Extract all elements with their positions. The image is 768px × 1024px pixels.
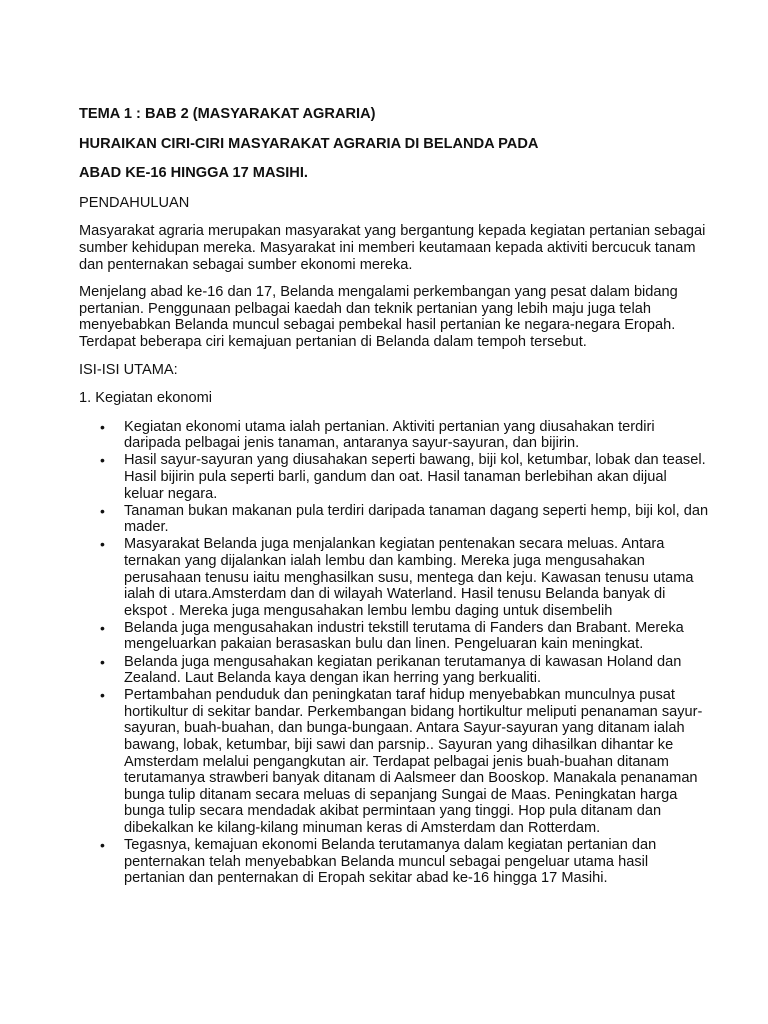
list-item-text: Tegasnya, kemajuan ekonomi Belanda terutamanya dalam kegiatan pertanian dan penternakan telah menyebabkan Belanda muncul sebagai pengeluar utama hasil pertanian dan penternakan di Eropah sekitar abad ke-16 hingga 17 Masihi. [124,837,657,887]
list-item-text: Belanda juga mengusahakan industri tekstill terutama di Fanders dan Brabant. Mereka mengeluarkan pakaian berasaskan bulu dan linen. Pengeluaran kain meningkat. [124,619,684,653]
bullet-icon: • [100,687,105,704]
economic-activities-list [79,419,709,887]
bullet-icon: • [100,502,105,519]
document-title-line-2: HURAIKAN CIRI-CIRI MASYARAKAT AGRARIA DI BELANDA PADA [79,135,539,152]
list-item [79,687,709,836]
list-item [79,536,709,619]
list-item [79,452,709,502]
bullet-icon: • [100,837,105,854]
list-item-text: Tanaman bukan makanan pula terdiri daripada tanaman dagang seperti hemp, biji kol, dan mader. [124,502,709,536]
section-heading-economic: 1. Kegiatan ekonomi [79,390,213,407]
intro-paragraph-1: Masyarakat agraria merupakan masyarakat yang bergantung kepada kegiatan pertanian sebagai sumber kehidupan mereka. Masyarakat ini memberi keutamaan kepada aktiviti bercucuk tanam dan penternakan sebagai sumber ekonomi mereka. [79,223,706,273]
bullet-icon: • [100,452,105,469]
bullet-icon: • [100,619,105,636]
main-points-heading: ISI-ISI UTAMA: [79,361,178,378]
list-item-text: Hasil sayur-sayuran yang diusahakan seperti bawang, biji kol, ketumbar, lobak dan teasel. Hasil bijirin pula seperti barli, gandum dan oat. Hasil tanaman berlebihan akan dijual keluar negara. [124,452,706,502]
list-item-text: Masyarakat Belanda juga menjalankan kegiatan pentenakan secara meluas. Antara ternakan yang dijalankan ialah lembu dan kambing. Mereka juga mengusahakan perusahaan tenusu iaitu menghasilkan susu, mentega dan keju. Kawasan tenusu utama ialah di utara.Amsterdam dan di wilayah Waterland. Hasil tenusu Belanda banyak di ekspot . Mereka juga mengusahakan lembu lembu daging untuk disembelih [124,536,694,619]
bullet-icon: • [100,536,105,553]
document-title-line-3: ABAD KE-16 HINGGA 17 MASIHI. [79,165,308,182]
list-item [79,419,709,452]
list-item-text: Pertambahan penduduk dan peningkatan taraf hidup menyebabkan munculnya pusat hortikultur di sekitar bandar. Perkembangan bidang hortikultur meliputi penanaman sayur-sayuran, buah-buahan, dan bunga-bungaan. Antara Sayur-sayuran yang ditanam ialah bawang, lobak, ketumbar, biji sawi dan parsnip.. Sayuran yang dihasilkan dihantar ke Amsterdam melalui pengangkutan air. Terdapat pelbagai jenis buah-buahan ditanam terutamanya strawberi banyak ditanam di Aalsmeer dan Booskop. Manakala penanaman bunga tulip ditanam secara meluas di sepanjang Sungai de Maas. Peningkatan harga bunga tulip secara mendadak akibat permintaan yang tinggi. Hop pula ditanam dan dibekalkan ke kilang-kilang minuman keras di Amsterdam dan Rotterdam. [124,687,703,836]
document-page [79,106,709,887]
list-item-text: Belanda juga mengusahakan kegiatan perikanan terutamanya di kawasan Holand dan Zealand. Laut Belanda kaya dengan ikan herring yang berkualiti. [124,653,682,687]
intro-heading: PENDAHULUAN [79,194,190,211]
list-item [79,503,709,536]
document-title-line-1: TEMA 1 : BAB 2 (MASYARAKAT AGRARIA) [79,106,376,122]
list-item-text: Kegiatan ekonomi utama ialah pertanian. Aktiviti pertanian yang diusahakan terdiri daripada pelbagai jenis tanaman, antaranya sayur-sayuran, dan bijirin. [124,418,655,452]
list-item [79,837,709,887]
intro-paragraph-2: Menjelang abad ke-16 dan 17, Belanda mengalami perkembangan yang pesat dalam bidang pertanian. Penggunaan pelbagai kaedah dan teknik pertanian yang lebih maju juga telah menyebabkan Belanda muncul sebagai pembekal hasil pertanian ke negara-negara Eropah. Terdapat beberapa ciri kemajuan pertanian di Belanda dalam tempoh tersebut. [79,284,678,350]
list-item [79,654,709,687]
bullet-icon: • [100,418,105,435]
list-item [79,620,709,653]
bullet-icon: • [100,653,105,670]
